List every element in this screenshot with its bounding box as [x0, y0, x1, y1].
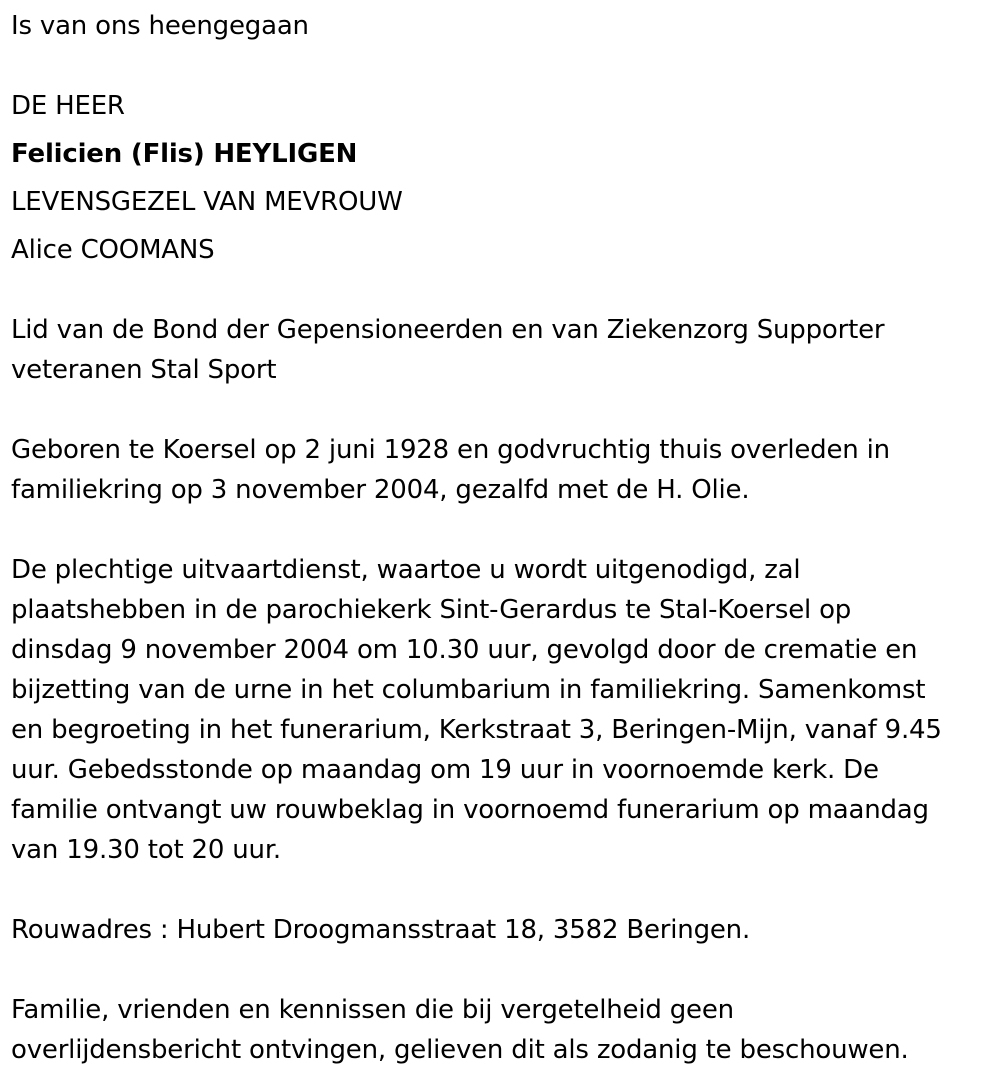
intro-text: Is van ons heengegaan — [11, 11, 309, 41]
closing-line: overlijdensbericht ontvingen, gelieven dit als zodanig te beschouwen. — [11, 1035, 909, 1065]
funeral-line: van 19.30 tot 20 uur. — [11, 835, 281, 865]
birth-death-line: familiekring op 3 november 2004, gezalfd met de H. Olie. — [11, 475, 750, 505]
closing-paragraph — [11, 990, 991, 1070]
funeral-paragraph — [11, 550, 991, 870]
mourning-address: Rouwadres : Hubert Droogmansstraat 18, 3582 Beringen. — [11, 915, 751, 945]
birth-death-paragraph — [11, 430, 991, 510]
partner-name: Alice COOMANS — [11, 235, 215, 265]
membership-line: veteranen Stal Sport — [11, 355, 277, 385]
funeral-line: De plechtige uitvaartdienst, waartoe u wordt uitgenodigd, zal — [11, 555, 801, 585]
obituary-notice — [11, 6, 991, 1070]
membership-line: Lid van de Bond der Gepensioneerden en van Ziekenzorg Supporter — [11, 315, 885, 345]
funeral-line: plaatshebben in de parochiekerk Sint-Gerardus te Stal-Koersel op — [11, 595, 852, 625]
relation-text: LEVENSGEZEL VAN MEVROUW — [11, 187, 403, 217]
funeral-line: uur. Gebedsstonde op maandag om 19 uur in voornoemde kerk. De — [11, 755, 879, 785]
membership-paragraph — [11, 310, 991, 390]
funeral-line: en begroeting in het funerarium, Kerkstraat 3, Beringen-Mijn, vanaf 9.45 — [11, 715, 942, 745]
funeral-line: dinsdag 9 november 2004 om 10.30 uur, gevolgd door de crematie en — [11, 635, 918, 665]
funeral-line: bijzetting van de urne in het columbarium in familiekring. Samenkomst — [11, 675, 926, 705]
funeral-line: familie ontvangt uw rouwbeklag in voornoemd funerarium op maandag — [11, 795, 929, 825]
birth-death-line: Geboren te Koersel op 2 juni 1928 en godvruchtig thuis overleden in — [11, 435, 890, 465]
closing-line: Familie, vrienden en kennissen die bij vergetelheid geen — [11, 995, 734, 1025]
deceased-name: Felicien (Flis) HEYLIGEN — [11, 139, 358, 169]
title-text: DE HEER — [11, 91, 125, 121]
